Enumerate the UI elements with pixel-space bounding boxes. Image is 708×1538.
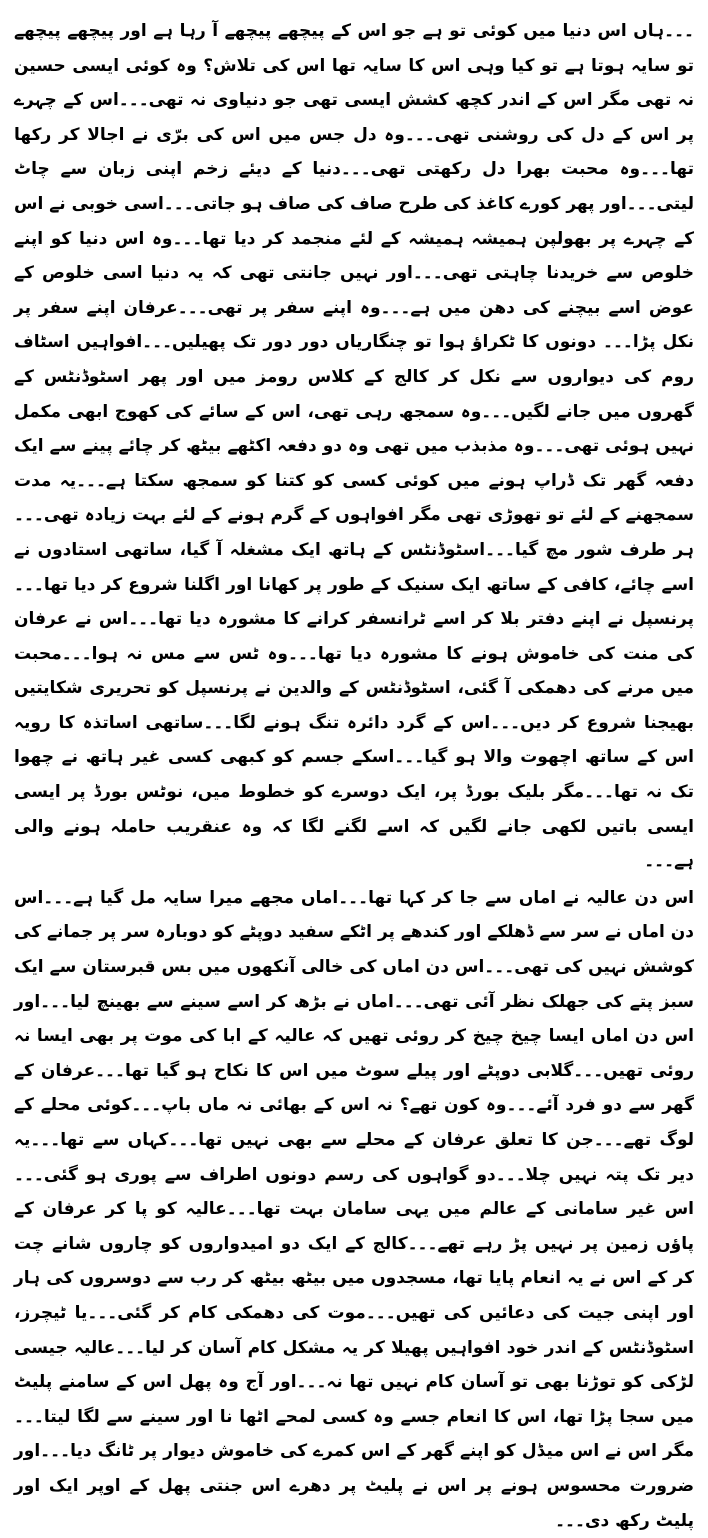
paragraph-2: اس دن عالیہ نے اماں سے جا کر کہا تھا۔۔۔اماں مجھے میرا سایہ مل گیا ہے۔۔۔اس دن اماں نے سر سے ڈھلکے اور کندھے پر اٹکے سفید دوپٹے کو دوبارہ سر پر جمانے کی کوشش نہیں کی تھی۔۔۔اس دن اماں کی خالی آنکھوں میں بس قبرستان سے ایک سبز پتے کی جھلک نظر آئی تھی۔۔۔اماں نے بڑھ کر اسے سینے سے بھینچ لیا۔۔۔اور اس دن اماں ایسا چیخ چیخ کر روئی تھیں کہ عالیہ کے ابا کی موت پر بھی ایسا نہ روئی تھیں۔۔۔گلابی دوپٹے اور پیلے سوٹ میں اس کا نکاح ہو گیا تھا۔۔۔عرفان کے گھر سے دو فرد آئے۔۔۔وہ کون تھے؟ نہ اس کے بھائی نہ ماں باپ۔۔۔کوئی محلے کے لوگ تھے۔۔۔جن کا تعلق عرفان کے محلے سے بھی نہیں تھا۔۔۔کہاں سے تھا۔۔۔یہ دیر تک پتہ نہیں چلا۔۔۔دو گواہوں کی رسم دونوں اطراف سے پوری ہو گئی۔۔۔اس غیر سامانی کے عالم میں یہی سامان بہت تھا۔۔۔عالیہ کو پا کر عرفان کے پاؤں زمین پر نہیں پڑ رہے تھے۔۔۔کالج کے ایک دو امیدواروں کو چاروں شانے چت کر کے اس نے یہ انعام پایا تھا، مسجدوں میں بیٹھ بیٹھ کر رب سے دوسروں کی ہار اور اپنی جیت کی دعائیں کی تھیں۔۔۔موت کی دھمکی کام کر گئی۔۔۔یا ٹیچرز، اسٹوڈنٹس کے اندر خود افواہیں پھیلا کر یہ مشکل کام آسان کر لیا۔۔۔عالیہ جیسی لڑکی کو توڑنا بھی تو آسان کام نہیں تھا نہ۔۔۔اور آج وہ پھل اس کے سامنے پلیٹ میں سجا پڑا تھا، اس کا انعام جسے وہ کسی لمحے اٹھا نا اور سینے سے لگا لیتا۔۔۔مگر اس نے اس میڈل کو اپنے گھر کے اس کمرے کی خاموش دیوار پر ٹانگ دیا۔۔۔اور ضرورت محسوس ہونے پر اس نے پلیٹ پر دھرے اس جنتی پھل کے اوپر ایک اور پلیٹ رکھ دی۔۔۔ <box>14 887 694 1531</box>
paragraph-1: ۔۔۔ہاں اس دنیا میں کوئی تو ہے جو اس کے پیچھے پیچھے آ رہا ہے اور پیچھے پیچھے تو سایہ ہوتا ہے تو کیا وہی اس کا سایہ تھا اس کی تلاش؟ وہ کوئی ایسی حسین نہ تھی مگر اس کے اندر کچھ کشش ایسی تھی جو دنیاوی نہ تھی۔۔۔اس کے چہرے پر اس کے دل کی روشنی تھی۔۔۔وہ دل جس میں اس کی برّی نے اجالا کر رکھا تھا۔۔۔وہ محبت بھرا دل رکھتی تھی۔۔۔دنیا کے دیئے زخم اپنی زبان سے چاٹ لیتی۔۔۔اور پھر کورے کاغذ کی طرح صاف کی صاف ہو جاتی۔۔۔اسی خوبی نے اس کے چہرے پر بھولپن ہمیشہ ہمیشہ کے لئے منجمد کر دیا تھا۔۔۔وہ اس دنیا کو اپنے خلوص سے خریدنا چاہتی تھی۔۔۔اور نہیں جانتی تھی کہ یہ دنیا اسی خلوص کے عوض اسے بیچنے کی دھن میں ہے۔۔۔وہ اپنے سفر پر تھی۔۔۔عرفان اپنے سفر پر نکل پڑا۔۔۔ دونوں کا ٹکراؤ ہوا تو چنگاریاں دور دور تک پھیلیں۔۔۔افواہیں اسٹاف روم کی دیواروں سے نکل کر کالج کے کلاس رومز میں اور پھر اسٹوڈنٹس کے گھروں میں جانے لگیں۔۔۔وہ سمجھ رہی تھی، اس کے سائے کی کھوج ابھی مکمل نہیں ہوئی تھی۔۔۔وہ مذبذب میں تھی وہ دو دفعہ اکٹھے بیٹھ کر چائے پینے سے ایک دفعہ گھر تک ڈراپ ہونے میں کوئی کسی کو کتنا کو سمجھ سکتا ہے۔۔۔یہ مدت سمجھنے کے لئے تو تھوڑی تھی مگر افواہوں کے گرم ہونے کے لئے بہت زیادہ تھی۔۔۔ہر طرف شور مچ گیا۔۔۔اسٹوڈنٹس کے ہاتھ ایک مشغلہ آ گیا، ساتھی استادوں نے اسے چائے، کافی کے ساتھ ایک سنیک کے طور پر کھانا اور اگلنا شروع کر دیا تھا۔۔۔پرنسپل نے اپنے دفتر بلا کر اسے ٹرانسفر کرانے کا مشورہ دیا تھا۔۔۔اس نے عرفان کی منت کی خاموش ہونے کا مشورہ دیا تھا۔۔۔وہ ٹس سے مس نہ ہوا۔۔۔محبت میں مرنے کی دھمکی آ گئی، اسٹوڈنٹس کے والدین نے پرنسپل کو تحریری شکایتیں بھیجنا شروع کر دیں۔۔۔اس کے گرد دائرہ تنگ ہونے لگا۔۔۔ساتھی اساتذہ کا رویہ اس کے ساتھ اچھوت والا ہو گیا۔۔۔اسکے جسم کو کبھی کسی غیر ہاتھ نے چھوا تک نہ تھا۔۔۔مگر بلیک بورڈ پر، ایک دوسرے کو خطوط میں، نوٹس بورڈ پر ایسی ایسی باتیں لکھی جانے لگیں کہ اسے لگنے لگا کہ وہ عنقریب حاملہ ہونے والی ہے۔۔۔ <box>14 21 694 872</box>
